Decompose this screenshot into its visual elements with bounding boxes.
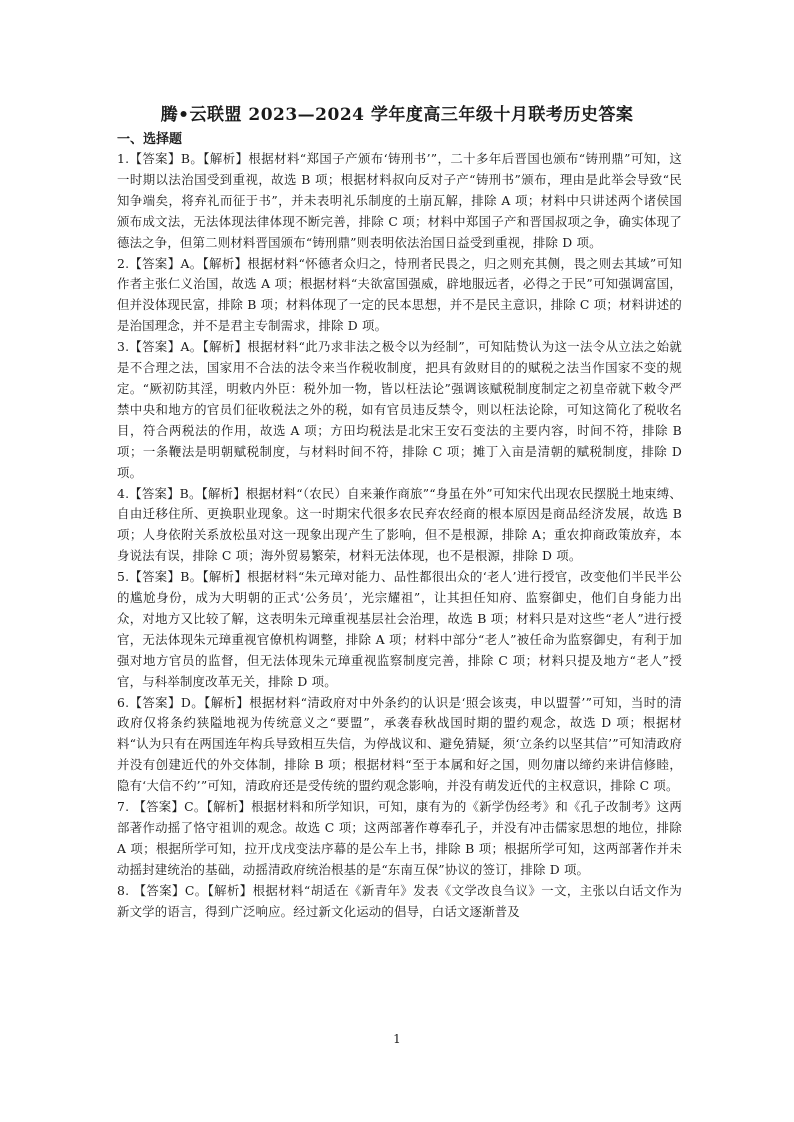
answer-list [117, 149, 682, 923]
document-title: 腾•云联盟 2023—2024 学年度高三年级十月联考历史答案 [160, 105, 634, 125]
answer-paragraph: 1.【答案】B。【解析】根据材料“郑国子产颁布‘铸刑书’”，二十多年后晋国也颁布“铸刑鼎”可知，这一时期以法治国受到重视，故选 B 项；根据材料叔向反对子产“铸刑书”颁布，理由是此举会导致“民知争端矣，将弃礼而征于书”，并未表明礼乐制度的土崩瓦解，排除 A 项；材料中只讲述两个诸侯国颁布成文法，无法体现法律体现不断完善，排除 C 项；材料中郑国子产和晋国叔项之争，确实体现了德法之争，但第二则材料晋国颁布“铸刑鼎”则表明依法治国日益受到重视，排除 D 项。 [117, 151, 682, 250]
page-number: 1 [393, 1032, 401, 1046]
answer-paragraph: 6.【答案】D。【解析】根据材料“清政府对中外条约的认识是‘照会该夷，申以盟誓’”可知，当时的清政府仅将条约狭隘地视为传统意义之“要盟”，承袭春秋战国时期的盟约观念，故选 D 项；根据材料“认为只有在两国连年构兵导致相互失信，为停战议和、避免猜疑，须‘立条约以坚其信’”可知清政府并没有创建近代的外交体制，排除 B 项；根据材料“至于本属和好之国，则勿庸以缔约来讲信修睦，隐有‘大信不约’”可知，清政府还是受传统的盟约观念影响，并没有萌发近代的主权意识，排除 C 项。 [117, 694, 682, 794]
answer-paragraph: 5.【答案】B。【解析】根据材料“朱元璋对能力、品性都很出众的‘老人’进行授官，改变他们半民半公的尴尬身份，成为大明朝的正式‘公务员’，光宗耀祖”，让其担任知府、监察御史，他们自身能力出众，对地方又比较了解，这表明朱元璋重视基层社会治理，故选 B 项；材料只是对这些“老人”进行授官，无法体现朱元璋重视官僚机构调整，排除 A 项；材料中部分“老人”被任命为监察御史，有利于加强对地方官员的监督，但无法体现朱元璋重视监察制度完善，排除 C 项；材料只提及地方“老人”授官，与科举制度改革无关，排除 D 项。 [117, 569, 682, 689]
section-heading: 一、选择题 [117, 132, 183, 147]
answer-paragraph: 8. 【答案】C。【解析】根据材料“胡适在《新青年》发表《文学改良刍议》一文，主张以白话文作为新文学的语言，得到广泛响应。经过新文化运动的倡导，白话文逐渐普及 [117, 882, 682, 919]
answer-paragraph: 2.【答案】A。【解析】根据材料“怀德者众归之，恃刑者民畏之，归之则充其侧，畏之则去其域”可知作者主张仁义治国，故选 A 项；根据材料“夫欲富国强威，辟地服远者，必得之于民”可知强调富国，但并没体现民富，排除 B 项；材料体现了一定的民本思想，并不是民主意识，排除 C 项；材料讲述的是治国理念，并不是君主专制需求，排除 D 项。 [117, 255, 682, 334]
answer-paragraph: 7. 【答案】C。【解析】根据材料和所学知识，可知，康有为的《新学伪经考》和《孔子改制考》这两部著作动摇了恪守祖训的观念。故选 C 项；这两部著作尊奉孔子，并没有冲击儒家思想的地位，排除 A 项；根据所学可知，拉开戊戌变法序幕的是公车上书，排除 B 项；根据所学可知，这两部著作并未动摇封建统治的基础，动摇清政府统治根基的是“东南互保”协议的签订，排除 D 项。 [117, 799, 682, 877]
answer-paragraph: 3.【答案】A。【解析】根据材料“此乃求非法之极令以为经制”，可知陆贽认为这一法令从立法之始就是不合理之法，国家用不合法的法令来当作税收制度，把具有敛财目的的赋税之法当作国家不变的规定。“厥初防其淫，明敕内外臣：税外加一物，皆以枉法论”强调该赋税制度制定之初皇帝就下敕令严禁中央和地方的官员们征收税法之外的税，如有官员违反禁令，则以枉法论除，可知这简化了税收名目，符合两税法的作用，故选 A 项；方田均税法是北宋王安石变法的主要内容，时间不符，排除 B 项；一条鞭法是明朝赋税制度，与材料时间不符，排除 C 项；摊丁入亩是清朝的赋税制度，排除 D 项。 [117, 339, 682, 480]
answer-paragraph: 4.【答案】B。【解析】根据材料“（农民）自来兼作商旅”“身虽在外”可知宋代出现农民摆脱土地束缚、自由迁移住所、更换职业现象。这一时期宋代很多农民弃农经商的根本原因是商品经济发展，故选 B 项；人身依附关系放松虽对这一现象出现产生了影响，但不是根源，排除 A；重农抑商政策放弃，本身说法有误，排除 C 项；海外贸易繁荣，材料无法体现，也不是根源，排除 D 项。 [117, 485, 682, 564]
